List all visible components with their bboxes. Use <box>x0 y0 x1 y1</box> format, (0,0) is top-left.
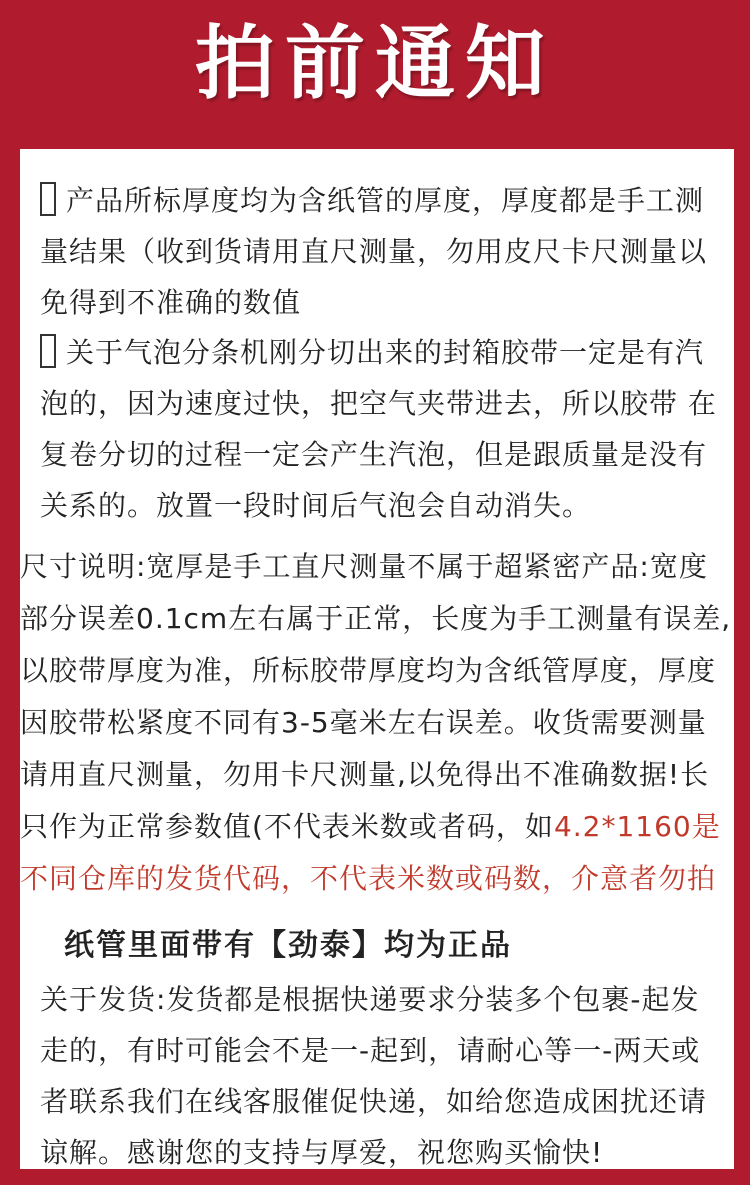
shipping-note <box>40 974 728 1169</box>
notice-card <box>20 149 734 1169</box>
page-title: 拍前通知 <box>195 17 555 110</box>
brand-note: 纸管里面带有【劲泰】均为正品 <box>64 928 512 963</box>
bubble-note-text: 关于气泡分条机刚分切出来的封箱胶带一定是有汽泡的，因为速度过快，把空气夹带进去，所以胶带 在复卷分切的过程一定会产生汽泡，但是跟质量是没有关系的。放置一段时间后气泡会自动消失。 <box>40 336 717 522</box>
bubble-note <box>40 327 728 531</box>
checkbox-icon <box>40 182 56 216</box>
checkbox-icon <box>40 334 56 368</box>
thickness-note-text: 产品所标厚度均为含纸管的厚度，厚度都是手工测量结果（收到货请用直尺测量，勿用皮尺卡尺测量以免得到不准确的数值 <box>40 184 708 319</box>
size-note <box>20 541 734 905</box>
size-note-text: 尺寸说明:宽厚是手工直尺测量不属于超紧密产品:宽度部分误差0.1cm左右属于正常，长度为手工测量有误差,以胶带厚度为准，所标胶带厚度均为含纸管厚度，厚度因胶带松紧度不同有3-5毫米左右误差。收货需要测量请用直尺测量，勿用卡尺测量,以免得出不准确数据!长只作为正常参数值(不代表米数或者码，如 <box>20 550 732 843</box>
size-note-warning: 4.2*1160是不同仓库的发货代码，不代表米数或码数，介意者勿拍 <box>20 810 721 895</box>
shipping-note-text: 关于发货:发货都是根据快递要求分装多个包裹-起发走的，有时可能会不是一-起到，请耐心等一-两天或者联系我们在线客服催促快递，如给您造成困扰还请谅解。感谢您的支持与厚爱，祝您购买愉快! <box>40 983 708 1169</box>
thickness-note <box>40 175 728 328</box>
